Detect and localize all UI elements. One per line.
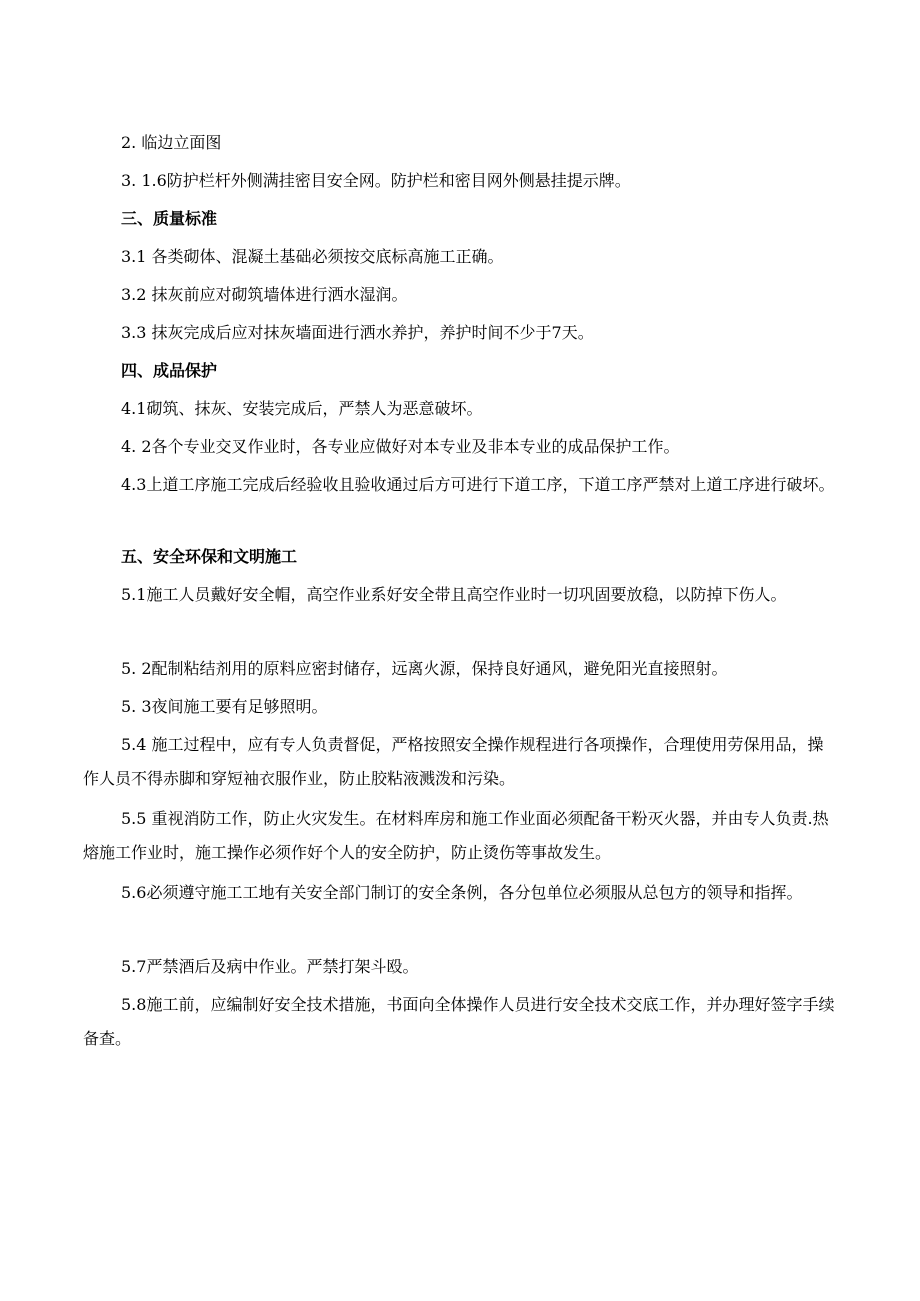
list-item-5-7: 5.7严禁酒后及病中作业。严禁打架斗殴。: [121, 957, 419, 976]
list-item-2: 2. 临边立面图: [121, 133, 222, 152]
list-item-3-2: 3.2 抹灰前应对砌筑墙体进行洒水湿润。: [121, 285, 408, 304]
list-item-5-5: 5.5 重视消防工作，防止火灾发生。在材料库房和施工作业面必须配备干粉灭火器，并由专人负责.热熔施工作业时，施工操作必须作好个人的安全防护，防止烫伤等事故发生。: [83, 809, 829, 862]
list-item-4-1: 4.1砌筑、抹灰、安装完成后，严禁人为恶意破坏。: [121, 399, 483, 418]
list-item-5-8: 5.8施工前，应编制好安全技术措施，书面向全体操作人员进行安全技术交底工作，并办理好签字手续备查。: [83, 995, 835, 1048]
list-item-5-3: 5. 3夜间施工要有足够照明。: [121, 697, 328, 716]
section-heading-quality: 三、质量标准: [121, 209, 218, 228]
section-heading-protection: 四、成品保护: [121, 361, 218, 380]
list-item-3: 3. 1.6防护栏杆外侧满挂密目安全网。防护栏和密目网外侧悬挂提示牌。: [121, 171, 631, 190]
list-item-5-2: 5. 2配制粘结剂用的原料应密封储存，远离火源，保持良好通风，避免阳光直接照射。: [121, 659, 728, 678]
section-heading-safety: 五、安全环保和文明施工: [121, 547, 298, 566]
list-item-5-1: 5.1施工人员戴好安全帽，高空作业系好安全带且高空作业时一切巩固要放稳，以防掉下伤人。: [121, 585, 787, 604]
list-item-4-2: 4. 2各个专业交叉作业时，各专业应做好对本专业及非本专业的成品保护工作。: [121, 437, 680, 456]
list-item-3-1: 3.1 各类砌体、混凝土基础必须按交底标高施工正确。: [121, 247, 504, 266]
list-item-5-6: 5.6必须遵守施工工地有关安全部门制订的安全条例，各分包单位必须服从总包方的领导和指挥。: [121, 883, 803, 902]
list-item-5-4: 5.4 施工过程中，应有专人负责督促，严格按照安全操作规程进行各项操作，合理使用劳保用品，操作人员不得赤脚和穿短袖衣服作业，防止胶粘液溅泼和污染。: [83, 735, 824, 788]
list-item-3-3: 3.3 抹灰完成后应对抹灰墙面进行洒水养护，养护时间不少于7天。: [121, 323, 594, 342]
list-item-4-3: 4.3上道工序施工完成后经验收且验收通过后方可进行下道工序，下道工序严禁对上道工序进行破坏。: [121, 475, 835, 494]
